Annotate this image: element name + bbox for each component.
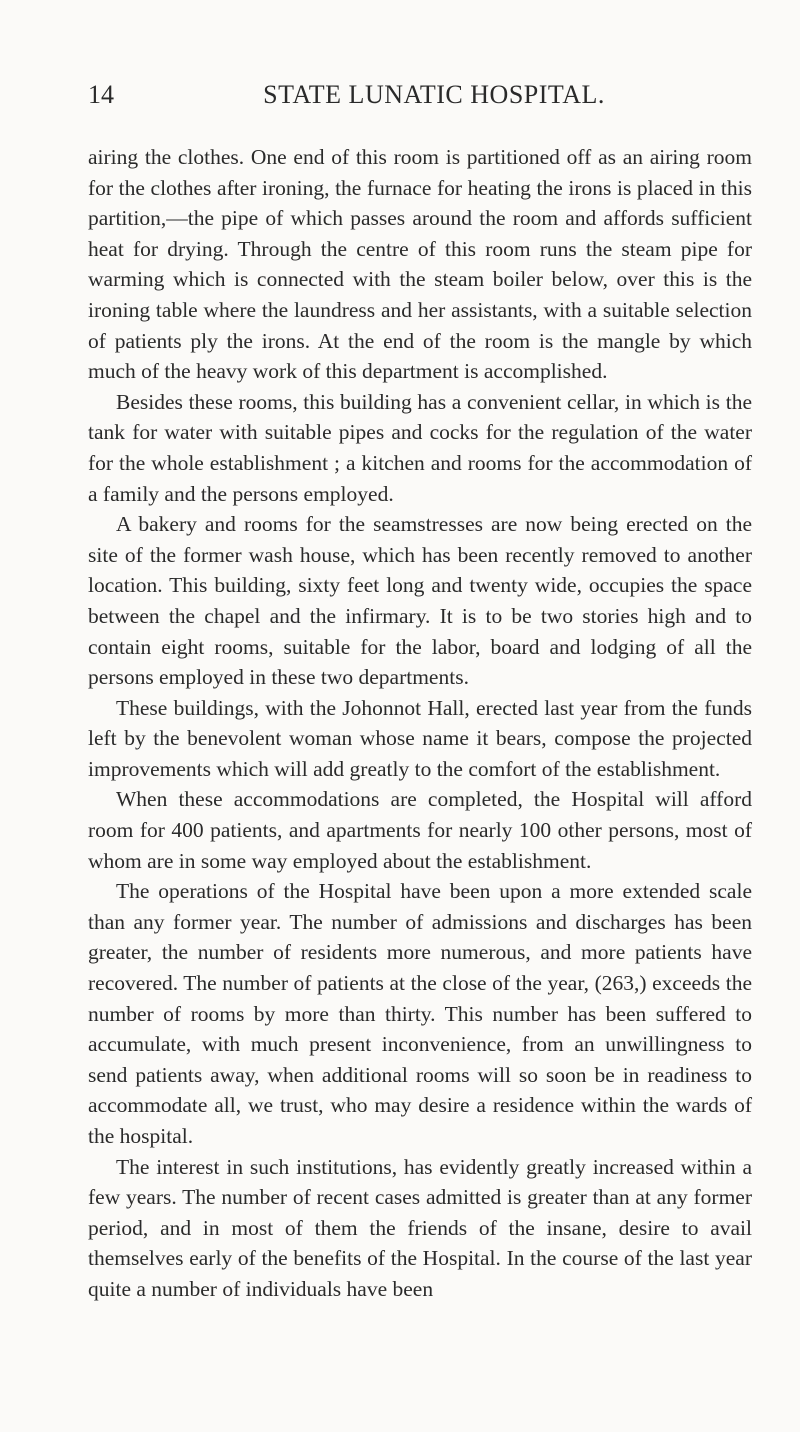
paragraph: These buildings, with the Johonnot Hall, erected last year from the funds left by the benevolent woman whose name it bears, compose the projected improvements which will add greatly to the comfort of the establishment.	[88, 695, 752, 781]
paragraph: When these accommodations are completed, the Hospital will afford room for 400 patients, and apartments for nearly 100 other persons, most of whom are in some way employed about the establishment.	[88, 787, 752, 873]
paragraph: A bakery and rooms for the seamstresses are now being erected on the site of the former wash house, which has been recently removed to another location. This building, sixty feet long and twenty wide, occupies the space between the chapel and the infirmary. It is to be two stories high and to contain eight rooms, suitable for the labor, board and lodging of all the persons employed in these two departments.	[88, 512, 752, 690]
paragraph: airing the clothes. One end of this room is partitioned off as an airing room for the clothes after ironing, the furnace for heating the irons is placed in this partition,—the pipe of which passes around the room and affords sufficient heat for drying. Through the centre of this room runs the steam pipe for warming which is connected with the steam boiler below, over this is the ironing table where the laundress and her assistants, with a suitable selection of patients ply the irons. At the end of the room is the mangle by which much of the heavy work of this department is accomplished.	[88, 145, 752, 384]
paragraph: The interest in such institutions, has evidently greatly increased within a few years. The number of recent cases admitted is greater than at any former period, and in most of them the friends of the insane, desire to avail themselves early of the benefits of the Hospital. In the course of the last year quite a number of individuals have been	[88, 1154, 752, 1301]
page-number: 14	[88, 80, 114, 109]
running-head: STATE LUNATIC HOSPITAL.	[263, 80, 605, 109]
paragraph: Besides these rooms, this building has a convenient cellar, in which is the tank for water with suitable pipes and cocks for the regulation of the water for the whole establishment ; a kitchen and rooms for the accommodation of a family and the persons employed.	[88, 389, 752, 506]
paragraph: The operations of the Hospital have been upon a more extended scale than any former year. The number of admissions and discharges has been greater, the number of residents more numerous, and more patients have recovered. The number of patients at the close of the year, (263,) exceeds the number of rooms by more than thirty. This number has been suffered to accumulate, with much present inconvenience, from an unwillingness to send patients away, when additional rooms will so soon be in readiness to accommodate all, we trust, who may desire a residence within the wards of the hospital.	[88, 879, 752, 1148]
body-text	[88, 142, 752, 1305]
page-header	[88, 80, 740, 116]
